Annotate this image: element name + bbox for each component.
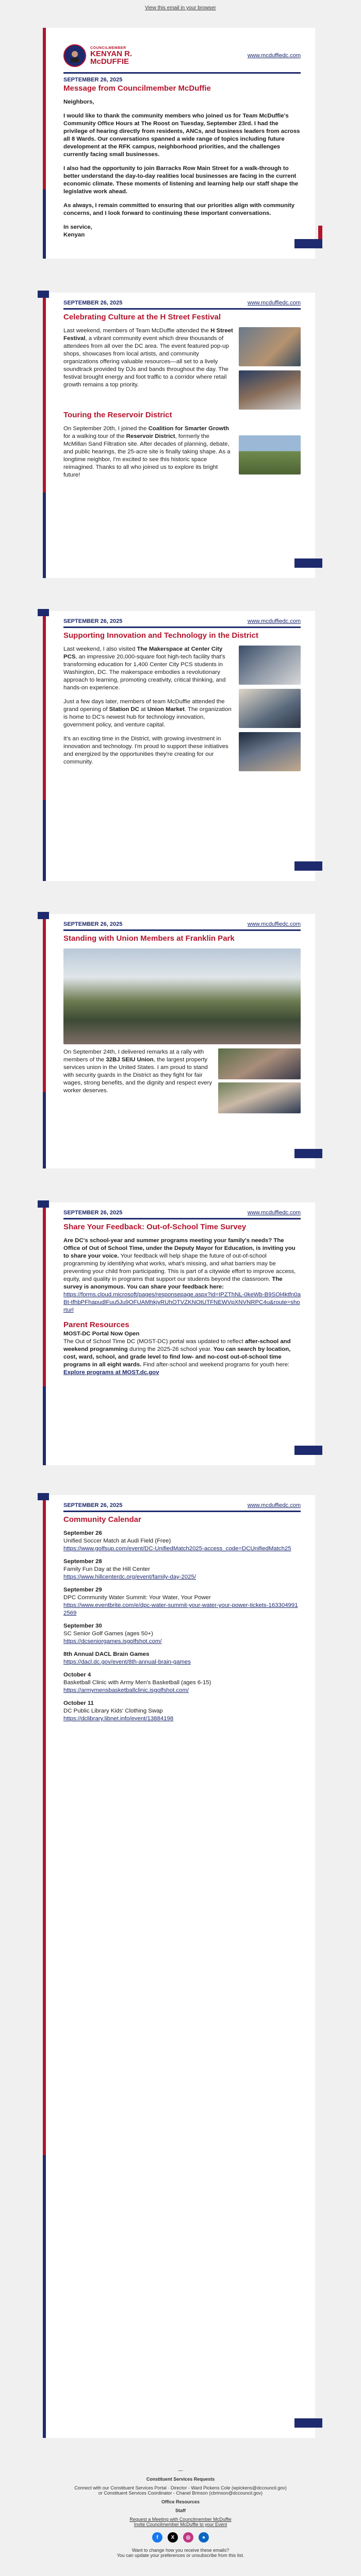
section-date: SEPTEMBER 26, 2025 (63, 618, 123, 624)
intro-card (46, 28, 315, 259)
website-link[interactable]: www.mcduffiedc.com (247, 300, 301, 306)
card-accent-block (294, 861, 322, 871)
brand-header (63, 44, 301, 67)
innovation-title: Supporting Innovation and Technology in the District (63, 631, 259, 640)
card-header (63, 618, 301, 624)
card-accent-block (294, 1446, 322, 1455)
festival-photo (239, 370, 301, 410)
section-date: SEPTEMBER 26, 2025 (63, 921, 123, 927)
website-link[interactable]: www.mcduffiedc.com (247, 53, 301, 59)
event-title: DC Public Library Kids' Clothing Swap (63, 1708, 163, 1714)
event-date: 8th Annual DACL Brain Games (63, 1651, 150, 1657)
union-title: Standing with Union Members at Franklin Park (63, 934, 235, 943)
event-link[interactable]: https://dcseniorgames.isgolfshot.com/ (63, 1638, 162, 1645)
section-date: SEPTEMBER 26, 2025 (63, 77, 123, 83)
calendar-event (63, 1651, 301, 1666)
website-link[interactable]: www.mcduffiedc.com (247, 618, 301, 624)
event-link[interactable]: https://dclibrary.libnet.info/event/13884198 (63, 1716, 174, 1722)
website-link[interactable]: www.mcduffiedc.com (247, 1210, 301, 1216)
innovation-card (46, 611, 315, 881)
union-card (46, 914, 315, 1168)
event-date: October 11 (63, 1700, 94, 1706)
calendar-event (63, 1558, 301, 1581)
makerspace-photo (239, 689, 301, 728)
event-date: September 29 (63, 1587, 102, 1593)
calendar-event (63, 1671, 301, 1694)
closing: In service, (63, 224, 92, 230)
makerspace-photo (239, 646, 301, 685)
divider (63, 308, 301, 310)
event-title: Family Fun Day at the Hill Center (63, 1566, 150, 1572)
brand-logo (63, 44, 132, 67)
divider (63, 1511, 301, 1512)
event-date: September 26 (63, 1530, 102, 1536)
footer-heading: Staff (175, 2508, 186, 2513)
divider (63, 72, 301, 74)
signature: Kenyan (63, 232, 85, 238)
calendar-title: Community Calendar (63, 1515, 141, 1524)
divider (63, 626, 301, 628)
footer-heading: Office Resources (161, 2499, 200, 2504)
greeting: Neighbors, (63, 99, 94, 105)
event-link[interactable]: https://www.eventbrite.com/e/dpc-water-summit-your-water-your-power-tickets-1633049912569 (63, 1602, 298, 1616)
event-title: DPC Community Water Summit: Your Water, Your Power (63, 1595, 211, 1601)
event-link[interactable]: https://armymensbasketballclinic.isgolfshot.com/ (63, 1687, 189, 1693)
divider (63, 1218, 301, 1219)
rally-photo (218, 1048, 301, 1079)
station-dc-photo (239, 732, 301, 771)
event-title: Unified Soccer Match at Audi Field (Free) (63, 1538, 171, 1544)
intro-paragraph-3: As always, I remain committed to ensuring that our priorities align with community concerns, and I look forward to continuing these important conversations. (63, 202, 295, 216)
event-date: October 4 (63, 1672, 91, 1678)
avatar (63, 44, 86, 67)
innovation-paragraph-3: It's an exciting time in the District, with growing investment in innovation and technology. I'm proud to support these initiatives and energized by the opportunities they're creating for our community. (63, 736, 228, 765)
invite-event-link[interactable]: Invite Councilmember McDuffie to your Event (134, 2522, 227, 2527)
calendar-card (46, 1495, 315, 2438)
footer-dash: — (178, 2468, 183, 2473)
innovation-paragraph-1: Last weekend, I also visited The Makerspace at Center City PCS, an impressive 20,000-square foot high-tech facility that's transforming education for 1,400 Center City PCS students in Washington, DC. The makerspace embodies a revolutionary approach to learning, promoting creativity, critical thinking, and hands-on experience. (63, 646, 226, 691)
event-list (63, 1530, 301, 1723)
brand-name1: KENYAN R. (90, 49, 133, 58)
calendar-event (63, 1622, 301, 1646)
footer-text: Connect with our Constituent Services Portal · Director - Ward Pickens Cole (wpickens@dccouncil.gov) (74, 2485, 287, 2490)
brand-name2: McDUFFIE (90, 57, 129, 66)
feedback-card (46, 1202, 315, 1465)
culture-paragraph: Last weekend, members of Team McDuffie attended the H Street Festival, a vibrant community event which drew thousands of attendees from all over the DC area. The event featured pop-up shops, showcases from local artists, and community organizations offering valuable resources—all set to a lively soundtrack provided by DJs and bands throughout the day. The festival brought energy and foot traffic to a corridor where retail growth remains a top priority. (63, 328, 233, 388)
website-icon[interactable]: ● (199, 2532, 209, 2543)
culture-photos (239, 327, 301, 410)
event-link[interactable]: https://www.golfsup.com/event/DC-UnifiedMatch2025-access_code=DCUnifiedMatch25 (63, 1546, 291, 1552)
feedback-title: Share Your Feedback: Out-of-School Time Survey (63, 1223, 247, 1231)
section-date: SEPTEMBER 26, 2025 (63, 300, 123, 306)
instagram-icon[interactable]: ◎ (183, 2532, 193, 2543)
portal-paragraph: The Out of School Time DC (MOST-DC) portal was updated to reflect after-school and weekend programming during the 2025-26 school year. You can search by location, cost, ward, school, and grade level to find low- and no-cost out-of-school time programs in all eight wards. Find after-school and weekend programs for youth here: Explore programs at MOST.dc.gov (63, 1338, 291, 1376)
event-date: September 28 (63, 1558, 102, 1565)
website-link[interactable]: www.mcduffiedc.com (247, 1502, 301, 1509)
brand-line1: COUNCILMEMBER (90, 46, 126, 50)
reservoir-photos (239, 425, 301, 485)
reservoir-title: Touring the Reservoir District (63, 411, 172, 419)
event-link[interactable]: https://www.hillcenterdc.org/event/family-day-2025/ (63, 1574, 196, 1580)
card-accent-block (294, 1149, 322, 1158)
footer-text: Want to change how you receive these emails? (132, 2548, 229, 2553)
intro-paragraph-2: I also had the opportunity to join Barracks Row Main Street for a walk-through to better understand the day-to-day realities local businesses are facing in the current economic climate. These moments of listening and learning help our staff shape the legislative work ahead. (63, 165, 299, 195)
portal-subtitle: MOST-DC Portal Now Open (63, 1331, 140, 1337)
card-header (63, 1502, 301, 1509)
card-header (63, 921, 301, 927)
culture-title: Celebrating Culture at the H Street Festival (63, 313, 221, 321)
reservoir-photo (239, 435, 301, 474)
innovation-paragraph-2: Just a few days later, members of team McDuffie attended the grand opening of Station DC at Union Market. The organization is home to DC's newest hub for technology innovation, government policy, and venture capital. (63, 699, 232, 728)
card-accent-block (294, 2418, 322, 2428)
explore-programs-link[interactable]: Explore programs at MOST.dc.gov (63, 1369, 159, 1376)
card-accent-block (294, 558, 322, 568)
social-icons (0, 2532, 361, 2543)
event-link[interactable]: https://dacl.dc.gov/event/8th-annual-brain-games (63, 1659, 191, 1665)
footer-text: or Constituent Services Coordinator - Chanel Brinson (cbrinson@dccouncil.gov) (98, 2490, 263, 2496)
x-icon[interactable]: X (168, 2532, 178, 2543)
feedback-paragraph: Are DC's school-year and summer programs meeting your family's needs? The Office of Out of School Time, under the Deputy Mayor for Education, is inviting you to share your voice. Your feedback will help shape the future of out-of-school programming by identifying what works, what's missing, and what barriers may be preventing your child from participating. This is part of a citywide effort to improve access, equity, and quality in programs that support our students beyond the classroom. The survey is anonymous. You can share your feedback here: https://forms.cloud.microsoft/pages/responsepage.aspx?id=IPZThNL-0keWb-B9SOl4ktfn0aBt-tfhbPFhapudlFuu5Ju9OFUAMhkjyRUhOTVZKNOtUTFNEWVpXNVNRPC4u&route=shorturl (63, 1238, 301, 1313)
footer (0, 2468, 361, 2558)
intro-title: Message from Councilmember McDuffie (63, 84, 211, 93)
rally-photo (218, 1082, 301, 1113)
rally-photo (63, 948, 301, 1044)
request-meeting-link[interactable]: Request a Meeting with Councilmember McDuffie (129, 2517, 232, 2522)
section-date: SEPTEMBER 26, 2025 (63, 1210, 123, 1216)
calendar-event (63, 1530, 301, 1553)
footer-heading: Constituent Services Requests (146, 2477, 215, 2482)
event-date: September 30 (63, 1623, 102, 1629)
parent-resources-title: Parent Resources (63, 1320, 129, 1329)
top-bar (0, 0, 361, 13)
calendar-event (63, 1586, 301, 1617)
innovation-photos (239, 646, 301, 772)
union-paragraph: On September 24th, I delivered remarks at a rally with members of the 32BJ SEIU Union, the largest property services union in the United States. I am proud to stand with security guards in the District as they fight for fair wages, strong benefits, and the dignity and respect every worker deserves. (63, 1049, 212, 1094)
section-date: SEPTEMBER 26, 2025 (63, 1502, 123, 1509)
card-header (63, 300, 301, 306)
footer-text: You can update your preferences or unsubscribe from this list. (117, 2553, 244, 2558)
event-title: Basketball Clinic with Army Men's Basketball (ages 6-15) (63, 1680, 211, 1686)
card-accent-block-red (318, 226, 322, 239)
culture-card (46, 293, 315, 578)
card-header (63, 1210, 301, 1216)
reservoir-paragraph: On September 20th, I joined the Coalition for Smarter Growth for a walking tour of the Reservoir District, formerly the McMillan Sand Filtration site. After decades of planning, debate, and public hearings, the 25-acre site is finally taking shape. As a longtime neighbor, I'm excited to see this historic space reimagined. Thanks to all who joined us to explore its bright future! (63, 426, 231, 478)
website-link[interactable]: www.mcduffiedc.com (247, 921, 301, 927)
survey-link[interactable]: https://forms.cloud.microsoft/pages/responsepage.aspx?id=IPZThNL-0keWb-B9SOl4ktfn0aBt-tfhbPFhapudlFuu5Ju9OFUAMhkjyRUhOTVZKNOtUTFNEWVpXNVNRPC4u&route=shorturl (63, 1292, 301, 1313)
intro-paragraph-1: I would like to thank the community members who joined us for Team McDuffie's Community Office Hours at The Roost on Tuesday, September 23rd. I had the privilege of hearing directly from residents, ANCs, and business leaders from across all 8 Wards. Our conversations spanned a wide range of topics including future development at the RFK campus, neighborhood priorities, and the challenges currently facing small businesses. (63, 113, 300, 158)
union-photos (218, 1048, 301, 1113)
view-in-browser-link[interactable]: View this email in your browser (145, 5, 216, 11)
event-title: SC Senior Golf Games (ages 50+) (63, 1631, 153, 1637)
divider (63, 929, 301, 931)
festival-photo (239, 327, 301, 366)
facebook-icon[interactable]: f (152, 2532, 162, 2543)
calendar-event (63, 1700, 301, 1723)
